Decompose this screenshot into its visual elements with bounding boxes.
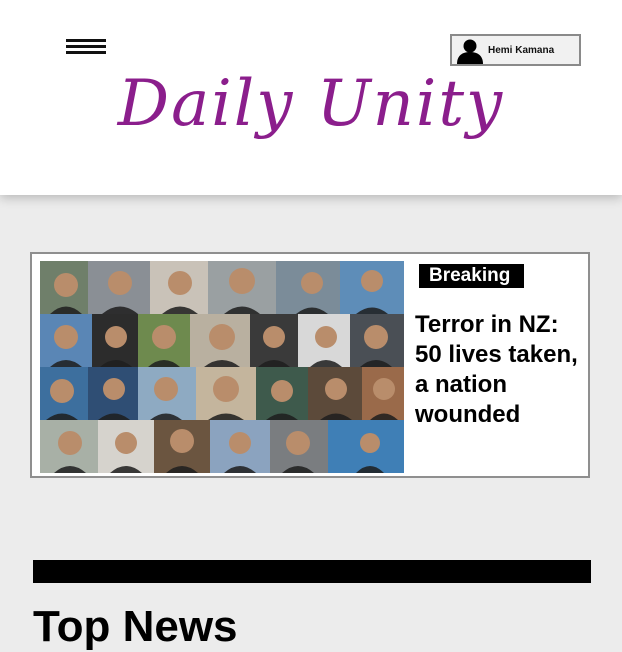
section-title-top-news: Top News — [33, 602, 238, 651]
victims-photo-collage — [40, 261, 404, 473]
section-divider — [33, 560, 591, 583]
menu-line — [66, 45, 106, 48]
breaking-badge: Breaking — [419, 264, 524, 288]
hamburger-menu-icon[interactable] — [66, 37, 108, 57]
menu-line — [66, 51, 106, 54]
lead-story-headline[interactable]: Terror in NZ: 50 lives taken, a nation wounded — [415, 311, 578, 428]
menu-line — [66, 39, 106, 42]
site-header — [0, 0, 622, 195]
user-account-button[interactable] — [450, 34, 581, 66]
site-logo[interactable]: Daily Unity — [117, 67, 505, 141]
user-name: Hemi Kamana — [488, 44, 555, 56]
lead-story-card[interactable] — [30, 252, 590, 478]
user-avatar-icon — [454, 36, 486, 64]
